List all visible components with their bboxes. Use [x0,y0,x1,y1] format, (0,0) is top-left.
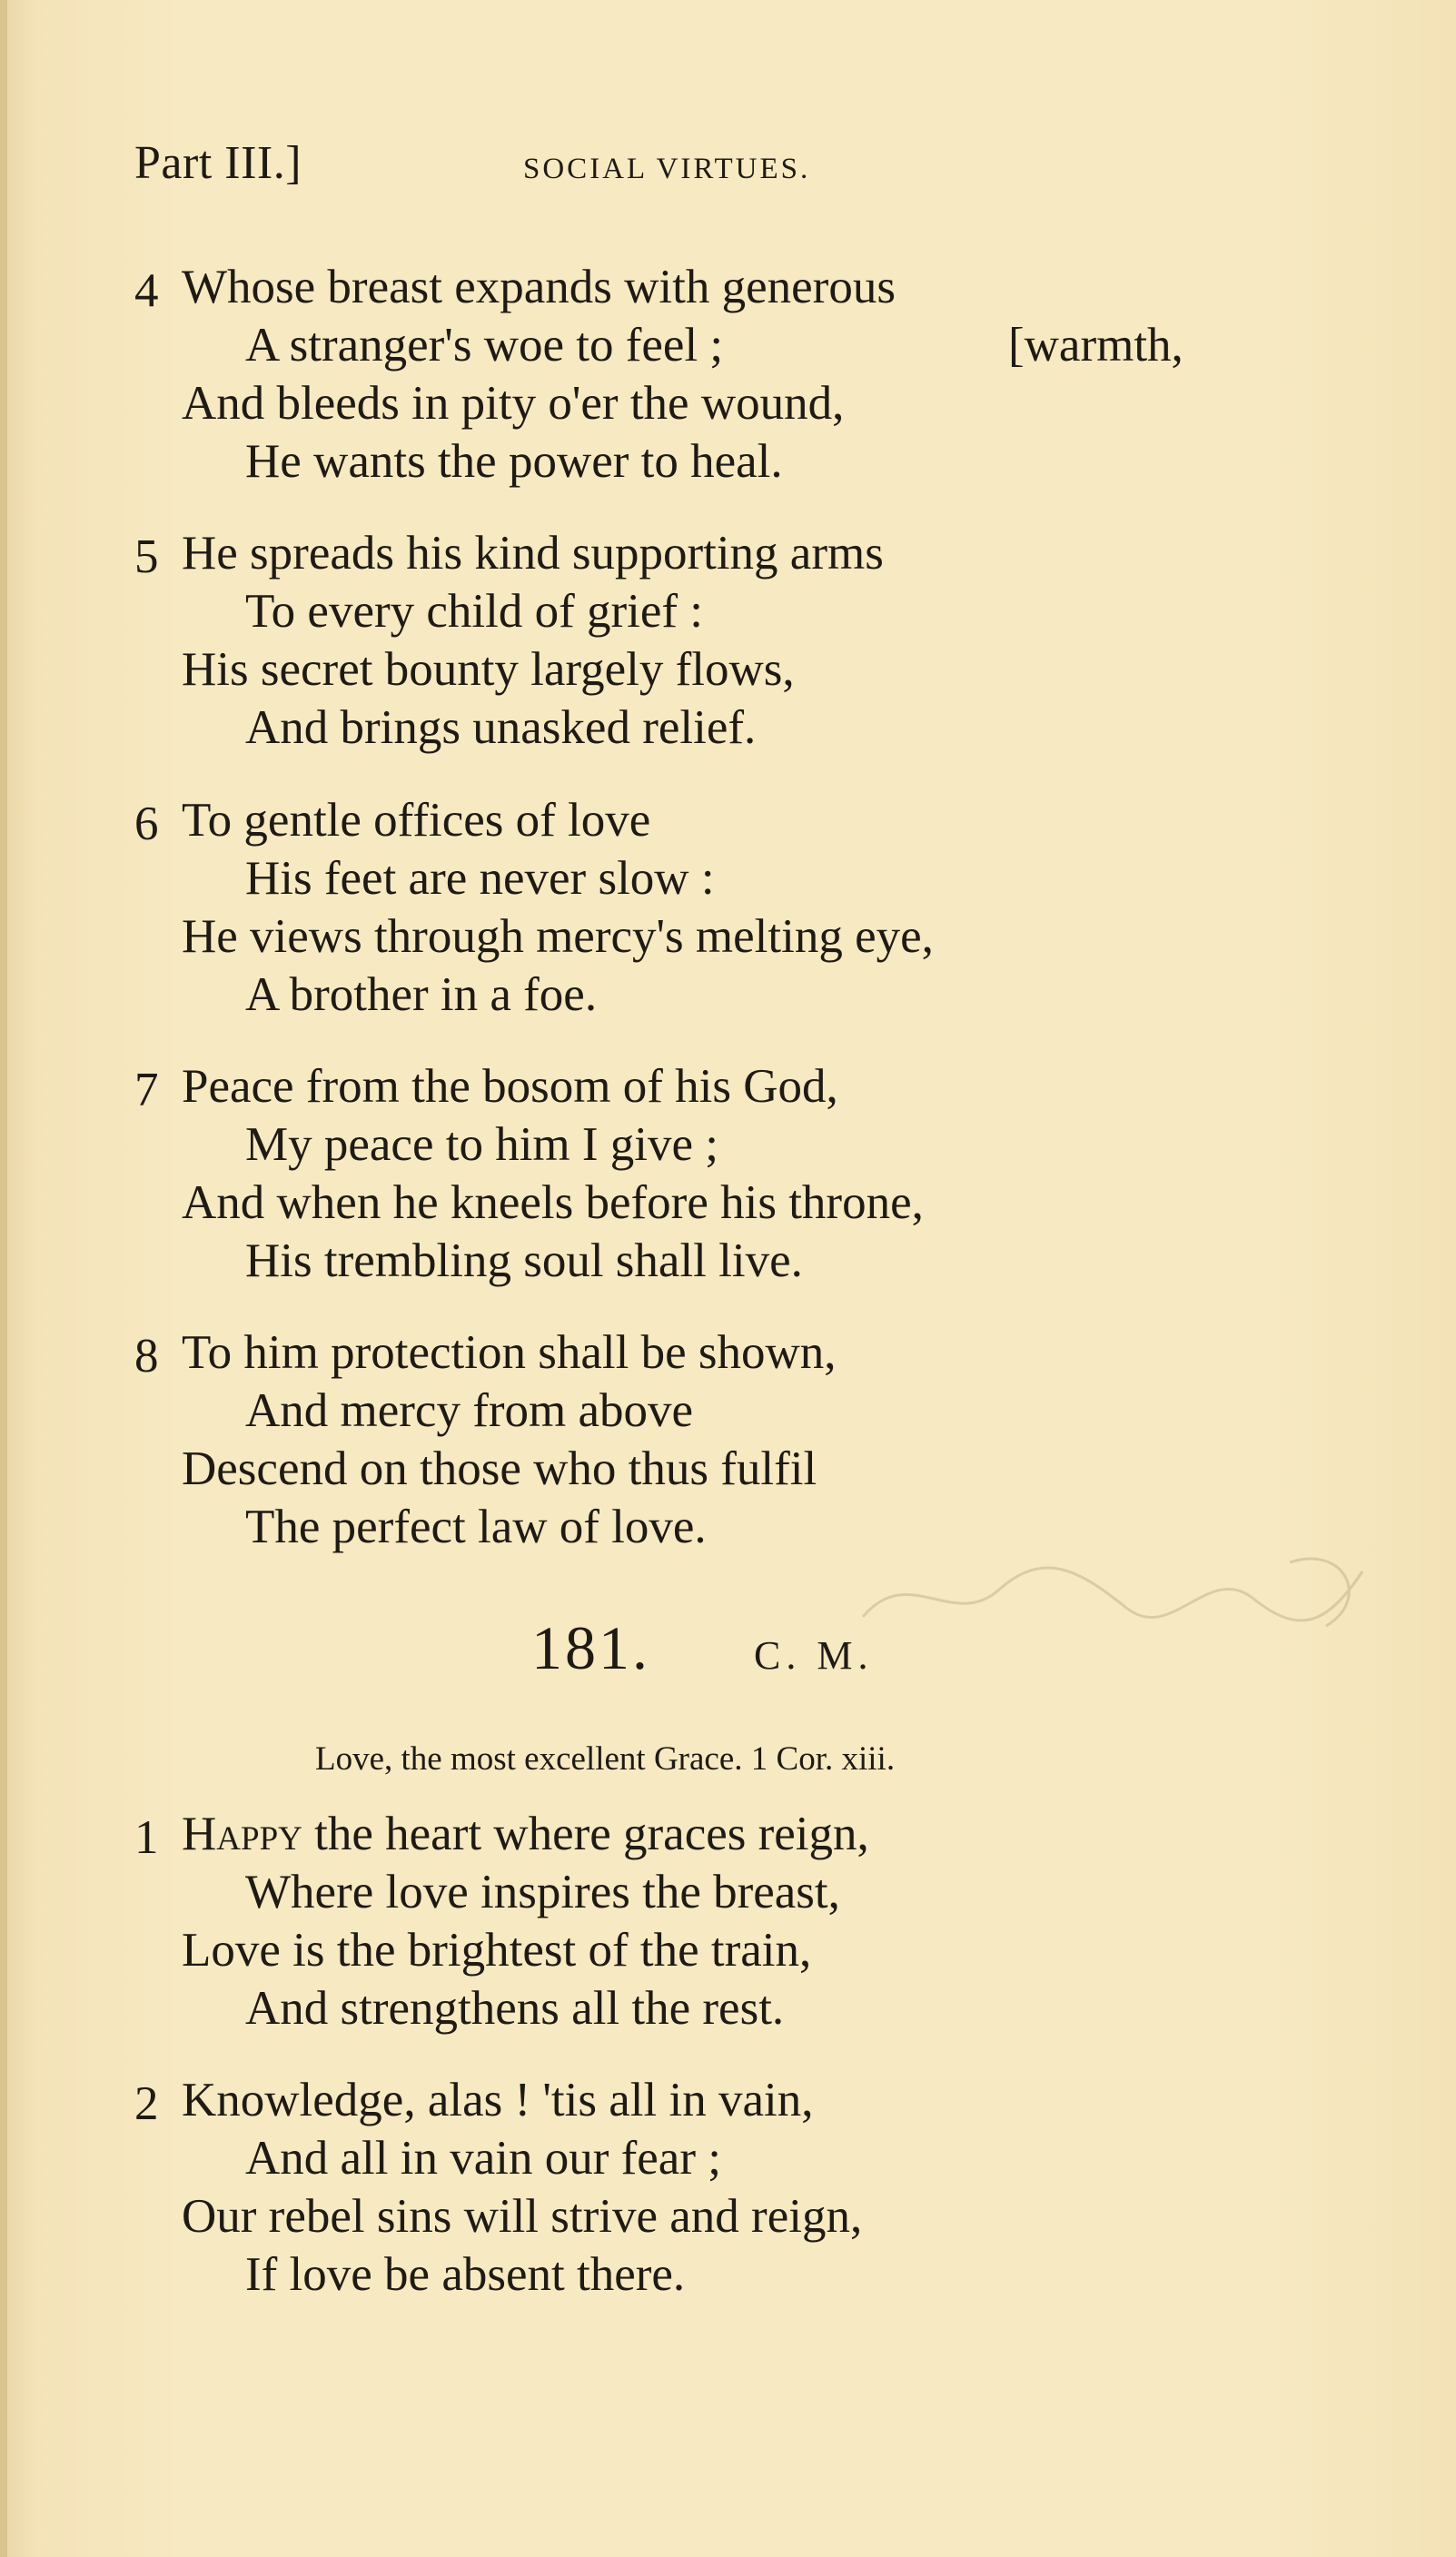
verse-line: The perfect law of love. [245,1501,707,1553]
hymn-heading [531,1612,986,1685]
verse-line: A stranger's woe to feel ; [245,319,724,372]
page-header [134,136,1315,209]
stanza-number: 4 [134,264,159,317]
stanza-number: 5 [134,530,159,583]
hymn-meter: C. M. [754,1633,874,1678]
first-line-rest: the heart where graces reign, [302,1808,869,1860]
verse-line: Love is the brightest of the train, [182,1924,812,1977]
verse-line: His feet are never slow : [245,852,715,905]
page-edge [0,0,7,2557]
running-title: SOCIAL VIRTUES. [523,153,811,185]
part-label: Part III.] [134,137,302,189]
hymn-number: 181. [531,1613,650,1682]
verse-line: And strengthens all the rest. [245,1982,785,2035]
verse-line: He wants the power to heal. [245,435,783,488]
verse-line: To every child of grief : [245,585,704,638]
verse-line: And brings unasked relief. [245,701,757,754]
verse-line: Knowledge, alas ! 'tis all in vain, [182,2074,814,2126]
verse-line: Descend on those who thus fulfil [182,1442,817,1495]
verse-line: A brother in a foe. [245,968,598,1021]
verse-line: He spreads his kind supporting arms [182,527,884,580]
verse-line: Our rebel sins will strive and reign, [182,2190,863,2243]
verse-line: And when he kneels before his throne, [182,1176,924,1229]
hymn-subtitle: Love, the most excellent Grace. 1 Cor. xiii. [315,1740,896,1778]
verse-line: My peace to him I give ; [245,1118,719,1171]
verse-line: He views through mercy's melting eye, [182,910,934,963]
stanza-number: 6 [134,798,159,850]
verse-line: And bleeds in pity o'er the wound, [182,377,845,430]
stanza-number: 7 [134,1064,159,1116]
verse-line: His trembling soul shall live. [245,1234,803,1287]
verse-line: If love be absent there. [245,2248,686,2301]
bracket-word: [warmth, [1008,319,1184,372]
first-word-rest: appy [216,1808,302,1860]
verse-line: Where love inspires the breast, [245,1866,840,1918]
drop-cap: H [182,1808,217,1860]
verse-line: Peace from the bosom of his God, [182,1060,838,1113]
verse-line-first [182,1810,869,1858]
stanza-number: 2 [134,2077,159,2130]
verse-line: To him protection shall be shown, [182,1326,837,1379]
verse-line: Whose breast expands with generous [182,261,896,313]
stanza-number: 1 [134,1811,159,1864]
verse-line: And all in vain our fear ; [245,2132,721,2185]
verse-line: To gentle offices of love [182,794,651,847]
stanza-number: 8 [134,1330,159,1383]
verse-line: And mercy from above [245,1384,694,1437]
verse-line: His secret bounty largely flows, [182,643,795,696]
